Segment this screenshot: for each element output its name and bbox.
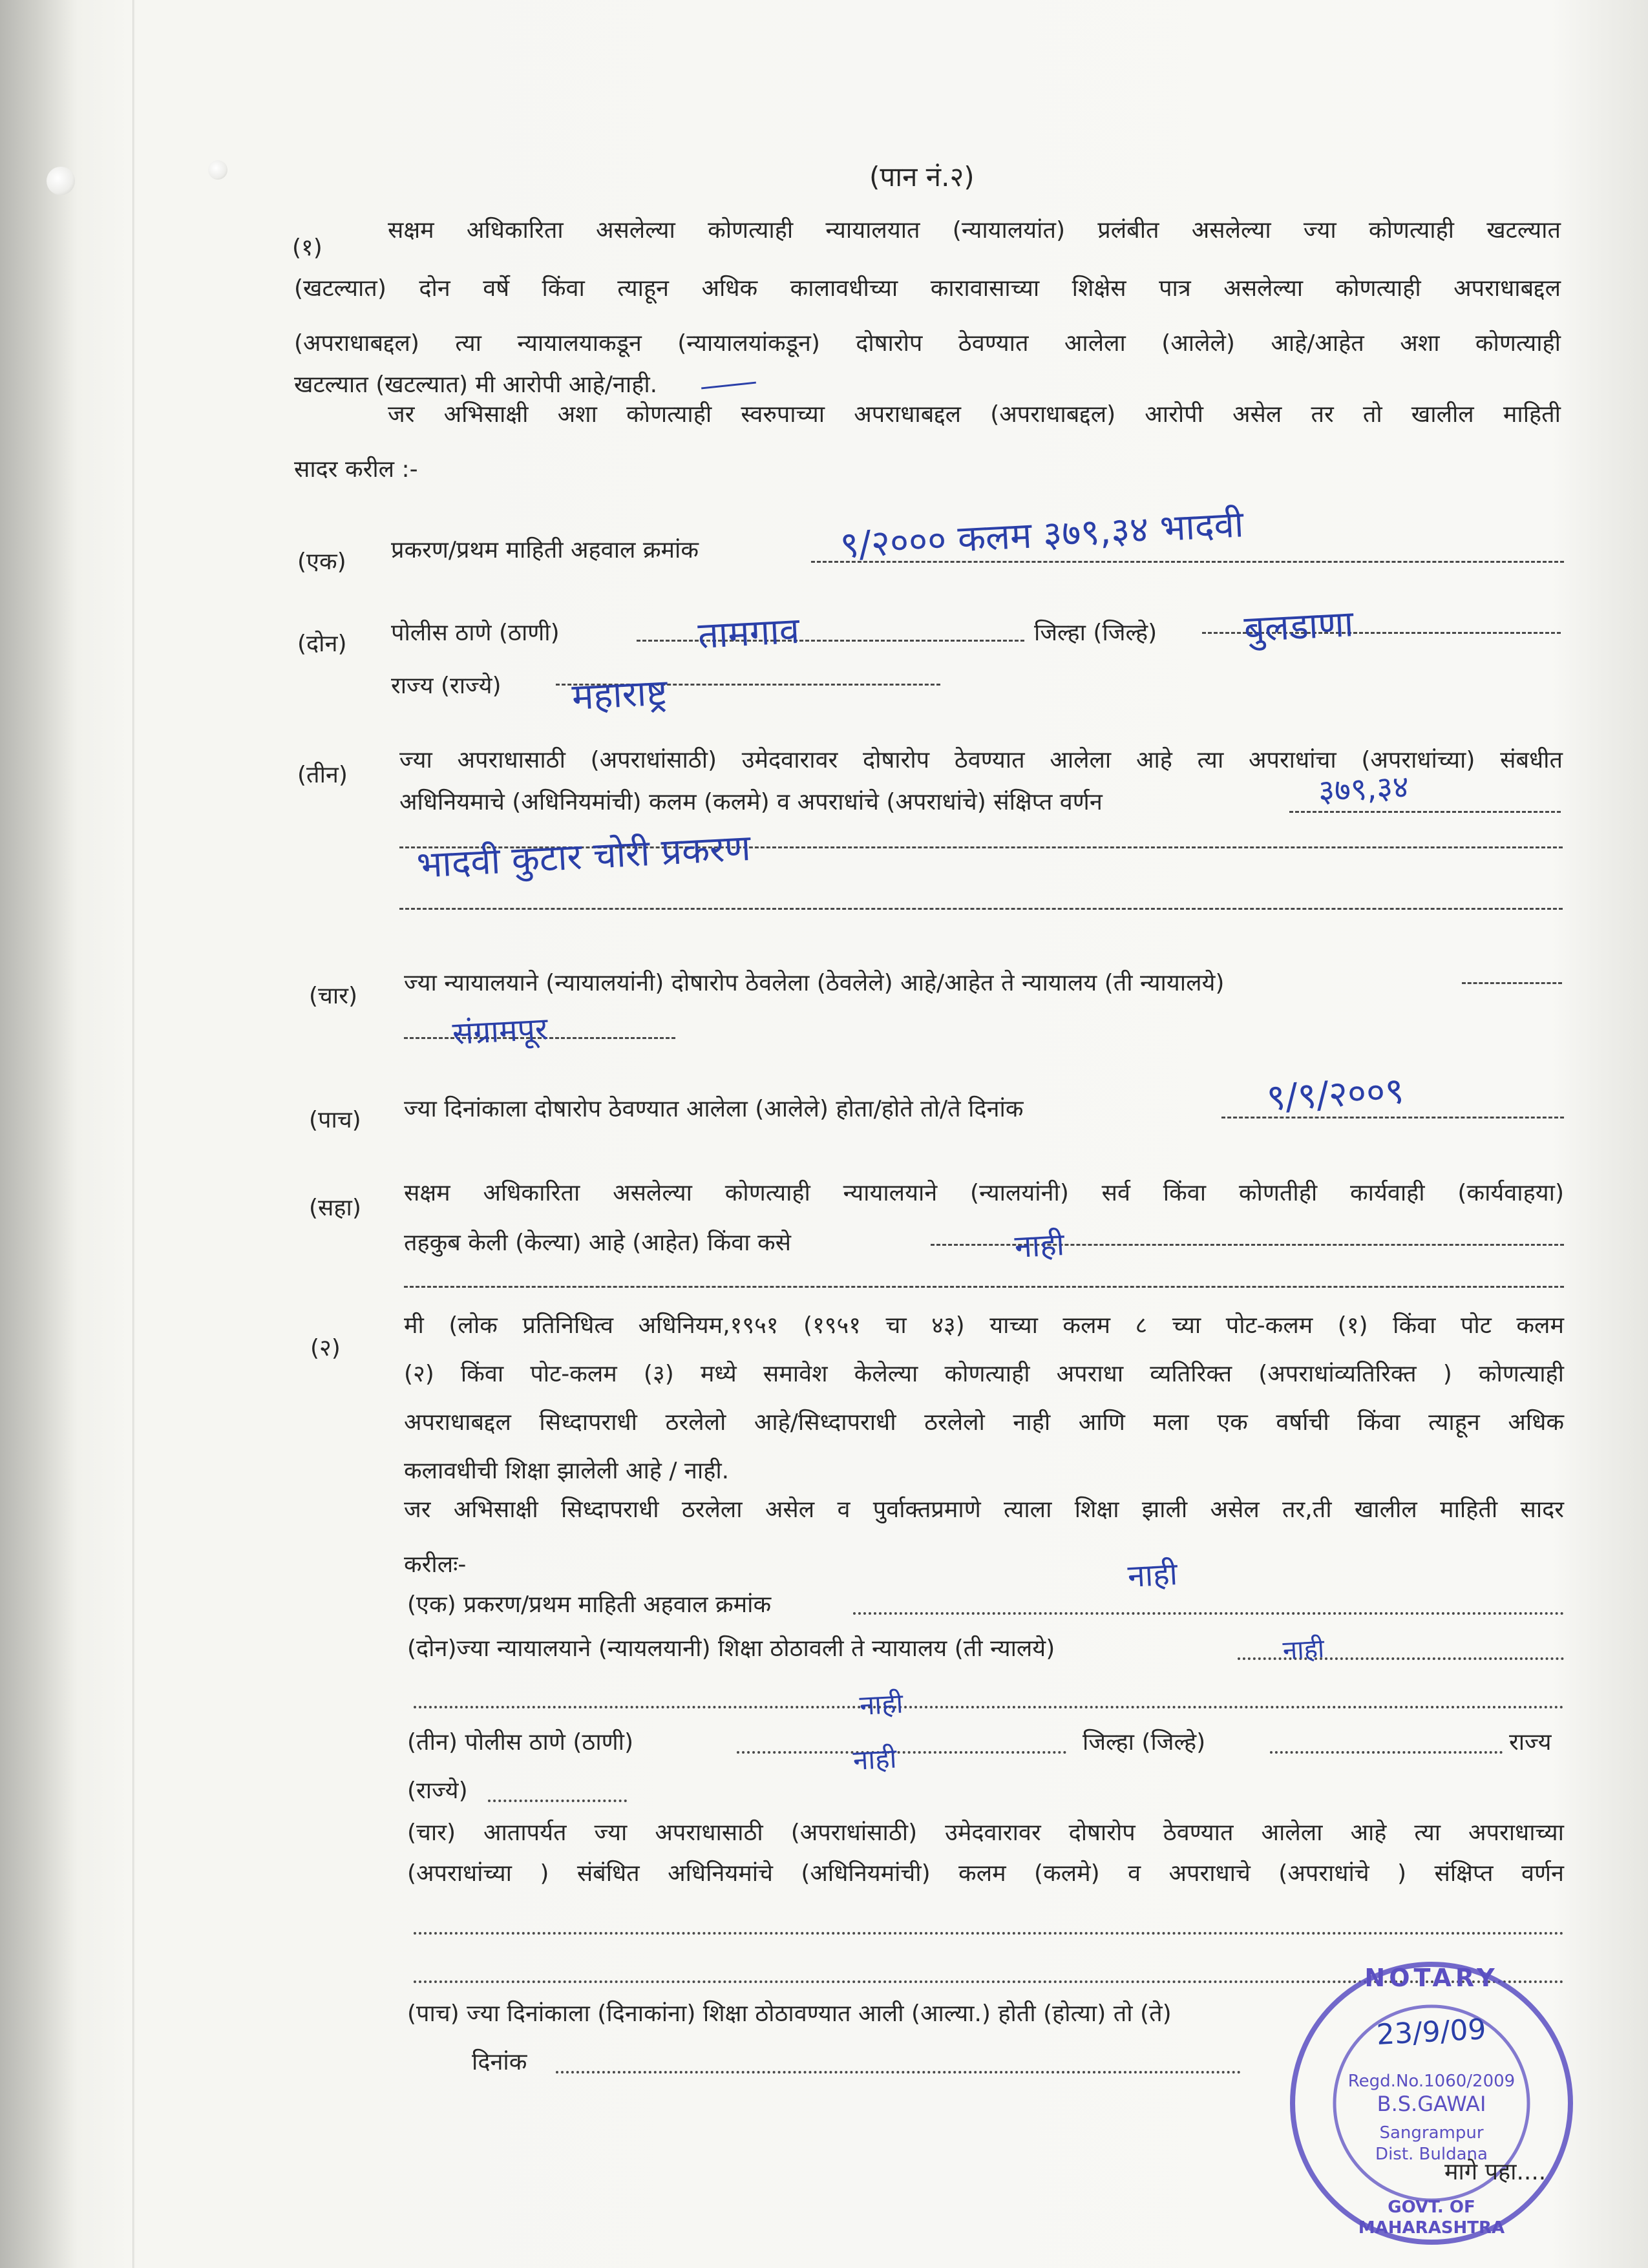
stamp-name: B.S.GAWAI <box>1377 2092 1486 2116</box>
section-2-line-1: मी (लोक प्रतिनिधित्व अधिनियम,१९५१ (१९५१ चा ४३) याच्या कलम ८ च्या पोट-कलम (१) किंवा पोट कलम <box>404 1312 1564 1339</box>
section-2-line-2: (२) किंवा पोट-कलम (३) मध्ये समावेश केलेल्या कोणत्याही अपराधा व्यतिरिक्त (अपराधांव्यतिरिक्त ) कोणत्याही <box>404 1361 1564 1387</box>
item-saha-number: (सहा) <box>309 1195 361 1221</box>
fill-line <box>853 1612 1564 1615</box>
handwritten-district: बुलडाणा <box>1243 603 1355 651</box>
item-don-label: पोलीस ठाणे (ठाणी) <box>391 620 560 646</box>
punch-hole <box>208 160 227 180</box>
fill-line <box>1289 811 1561 813</box>
stamp-regd-no: Regd.No.1060/2009 <box>1347 2072 1516 2091</box>
handwritten-notary-signature-date: 23/9/09 <box>1375 2013 1487 2052</box>
item-don-state-label: राज्य (राज्ये) <box>391 673 502 699</box>
section-2-number: (२) <box>310 1335 341 1361</box>
handwritten-offence-description: भादवी कुटार चोरी प्रकरण <box>416 826 752 887</box>
fill-line <box>737 1751 1066 1754</box>
item-don-district-label: जिल्हा (जिल्हे) <box>1034 620 1157 646</box>
item-saha-line-1: सक्षम अधिकारिता असलेल्या कोणत्याही न्यायालयाने (न्यालयांनी) सर्व किंवा कोणतीही कार्यवाही (कार्यवाहया) <box>404 1180 1564 1206</box>
item-saha-line-2: तहकुब केली (केल्या) आहे (आहेत) किंवा कसे <box>404 1230 791 1256</box>
item-ek-label: प्रकरण/प्रथम माहिती अहवाल क्रमांक <box>391 537 699 563</box>
item2-char-line-2: (अपराधांच्या ) संबंधित अधिनियमांचे (अधिनियमांची) कलम (कलमे) व अपराधाचे (अपराधांचे ) संक्षिप्त वर्णन <box>407 1860 1564 1887</box>
handwritten-court-none: नाही <box>1282 1633 1326 1666</box>
section-1-intro-line-2: सादर करील :- <box>294 456 418 483</box>
item2-teen-district-label: जिल्हा (जिल्हे) <box>1083 1729 1206 1756</box>
item-char-number: (चार) <box>309 983 357 1009</box>
section-2-line-3: अपराधाबद्दल सिध्दापराधी ठरलेलो आहे/सिध्दापराधी ठरलेलो नाही आणि मला एक वर्षाची किंवा त्याहून अधिक <box>404 1409 1564 1436</box>
item2-ek-label: (एक) प्रकरण/प्रथम माहिती अहवाल क्रमांक <box>407 1591 772 1618</box>
fill-line <box>637 640 1024 642</box>
handwritten-police-none: नाही <box>858 1687 904 1721</box>
handwritten-case-none: नाही <box>1126 1556 1179 1595</box>
section-1-number: (१) <box>292 235 322 261</box>
section-2-intro-line-2: करीलः- <box>404 1551 467 1578</box>
item-teen-line-1: ज्या अपराधासाठी (अपराधांसाठी) उमेदवारावर दोषारोप ठेवण्यात आलेला आहे त्या अपराधांचा (अपराधांच्या) संबधीत <box>399 747 1563 773</box>
fill-line <box>414 1932 1564 1935</box>
section-1-line-4: खटल्यात (खटल्यात) मी आरोपी आहे/नाही. <box>294 372 658 398</box>
fill-line <box>414 1706 1564 1708</box>
strikethrough <box>701 382 756 390</box>
handwritten-case-number: ९/२००० कलम ३७९,३४ भादवी <box>839 503 1245 567</box>
stamp-bottom-text: GOVT. OF MAHARASHTRA <box>1358 2198 1505 2238</box>
item2-pach-line-1: (पाच) ज्या दिनांकाला (दिनाकांना) शिक्षा ठोठावण्यात आली (आल्या.) होती (होत्या) तो (ते) <box>407 2000 1172 2027</box>
item2-char-line-1: (चार) आतापर्यत ज्या अपराधासाठी (अपराधांसाठी) उमेदवारावर दोषारोप ठेवण्यात आलेला आहे त्या अपराधाच्या <box>407 1820 1564 1846</box>
section-1-line-2: (खटल्यात) दोन वर्षे किंवा त्याहून अधिक कालावधीच्या कारावासाच्या शिक्षेस पात्र असलेल्या कोणत्याही अपराधाबद्दल <box>294 275 1561 302</box>
page-number: (पान नं.२) <box>869 161 975 193</box>
section-2-intro-line-1: जर अभिसाक्षी सिध्दापराधी ठरलेला असेल व पुर्वाक्तप्रमाणे त्याला शिक्षा झाली असेल तर,ती खालील माहिती सादर <box>404 1496 1564 1523</box>
item2-teen-label: (तीन) पोलीस ठाणे (ठाणी) <box>407 1729 634 1756</box>
fill-line <box>1270 1751 1503 1754</box>
handwritten-sections: ३७९,३४ <box>1317 768 1410 810</box>
handwritten-court: संग्रामपूर <box>451 1011 549 1052</box>
fill-line <box>1462 982 1562 984</box>
page-fold <box>132 0 135 2268</box>
stamp-place: Sangrampur <box>1379 2123 1484 2143</box>
fill-line <box>556 2071 1241 2074</box>
section-1-line-3: (अपराधाबद्दल) त्या न्यायालयाकडून (न्यायालयांकडून) दोषारोप ठेवण्यात आलेला (आलेले) आहे/आहेत अशा कोणत्याही <box>294 330 1561 357</box>
item2-don-label: (दोन)ज्या न्यायालयाने (न्यायलयानी) शिक्षा ठोठावली ते न्यायालय (ती न्यालये) <box>407 1635 1055 1662</box>
fill-line <box>399 908 1563 910</box>
item2-teen-state-label: राज्य <box>1509 1729 1552 1756</box>
stamp-top-text: NOTARY <box>1364 1964 1499 1992</box>
item-don-number: (दोन) <box>297 631 347 657</box>
fill-line <box>488 1800 627 1802</box>
footer-see-overleaf: मागे पहा.... <box>1444 2159 1547 2185</box>
item-pach-label: ज्या दिनांकाला दोषारोप ठेवण्यात आलेला (आलेले) होता/होते तो/ते दिनांक <box>404 1096 1024 1122</box>
item-ek-number: (एक) <box>297 549 346 575</box>
item2-teen-state-label-2: (राज्ये) <box>407 1778 468 1804</box>
fill-line <box>404 1286 1564 1288</box>
handwritten-police-station: तामगाव <box>697 609 801 657</box>
item-teen-line-2: अधिनियमाचे (अधिनियमांची) कलम (कलमे) व अपराधांचे (अपराधांचे) संक्षिप्त वर्णन <box>399 789 1103 815</box>
item-teen-number: (तीन) <box>297 762 348 788</box>
section-2-line-4: कलावधीची शिक्षा झालेली आहे / नाही. <box>404 1458 730 1484</box>
section-1-line-1: सक्षम अधिकारिता असलेल्या कोणत्याही न्यायालयात (न्यायालयांत) प्रलंबीत असलेल्या ज्या कोणत्याही खटल्यात <box>388 217 1561 244</box>
item-char-label: ज्या न्यायालयाने (न्यायालयांनी) दोषारोप ठेवलेला (ठेवलेले) आहे/आहेत ते न्यायालय (ती न्यायालये) <box>404 970 1225 996</box>
handwritten-state: महाराष्ट्र <box>571 671 669 719</box>
item-pach-number: (पाच) <box>309 1107 361 1133</box>
handwritten-proceedings: नाही <box>1013 1226 1066 1265</box>
item2-pach-date-label: दिनांक <box>472 2049 527 2075</box>
punch-hole <box>47 167 75 195</box>
stamp-district: Dist. Buldana <box>1375 2145 1488 2164</box>
handwritten-district-none: नाही <box>852 1742 898 1776</box>
handwritten-charge-date: ९/९/२००९ <box>1265 1069 1405 1119</box>
section-1-intro-line-1: जर अभिसाक्षी अशा कोणत्याही स्वरुपाच्या अपराधाबद्दल (अपराधाबद्दल) आरोपी असेल तर तो खालील माहिती <box>388 401 1561 428</box>
